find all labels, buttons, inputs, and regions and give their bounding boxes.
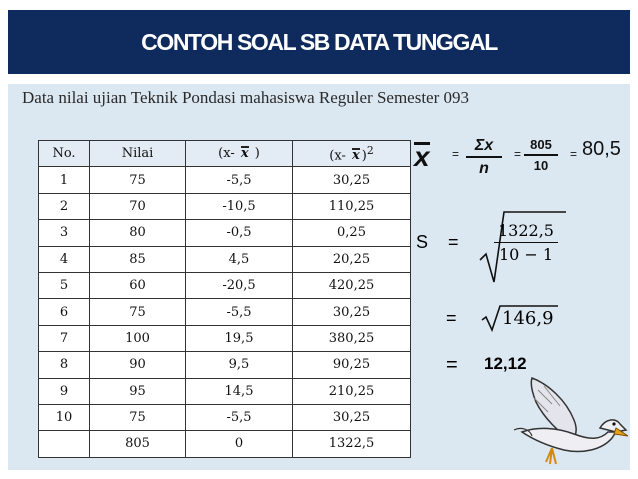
cell-no: 1 xyxy=(39,167,90,193)
cell-deviation: -0,5 xyxy=(186,220,293,246)
table-row xyxy=(39,325,411,351)
totals-row xyxy=(39,431,411,457)
mean-eq-2: = xyxy=(514,147,522,161)
cell-squared: 30,25 xyxy=(293,167,411,193)
cell-nilai: 80 xyxy=(90,220,186,246)
cell-nilai: 75 xyxy=(90,167,186,193)
mean-denominator: 10 xyxy=(533,158,549,173)
cell-nilai: 60 xyxy=(90,272,186,298)
cell-nilai: 75 xyxy=(90,299,186,325)
cell-deviation: 4,5 xyxy=(186,246,293,272)
table-row xyxy=(39,378,411,404)
table-row xyxy=(39,193,411,219)
sd-denominator: 10 − 1 xyxy=(498,245,554,264)
table-row xyxy=(39,272,411,298)
total-deviation: 0 xyxy=(186,431,293,457)
cell-squared: 30,25 xyxy=(293,404,411,430)
mean-symbol: x xyxy=(414,141,430,172)
cell-nilai: 95 xyxy=(90,378,186,404)
cell-no: 8 xyxy=(39,352,90,378)
sq-prefix: (x- xyxy=(329,148,346,164)
cell-squared: 110,25 xyxy=(293,193,411,219)
total-no xyxy=(39,431,90,457)
dev-suffix: ) xyxy=(254,146,260,162)
subtitle: Data nilai ujian Teknik Pondasi mahasiswa Reguler Semester 093 xyxy=(22,88,470,107)
cell-nilai: 70 xyxy=(90,193,186,219)
header-nilai: Nilai xyxy=(90,141,186,167)
dev-prefix: (x- xyxy=(218,146,235,162)
table-row xyxy=(39,352,411,378)
cell-no: 5 xyxy=(39,272,90,298)
sd-eq-1: = xyxy=(448,232,459,252)
cell-no: 3 xyxy=(39,220,90,246)
cell-deviation: -5,5 xyxy=(186,404,293,430)
cell-no: 9 xyxy=(39,378,90,404)
cell-deviation: -20,5 xyxy=(186,272,293,298)
sq-suffix: ) xyxy=(361,148,367,164)
sd-fraction xyxy=(494,220,558,267)
data-table xyxy=(38,140,411,458)
cell-nilai: 90 xyxy=(90,352,186,378)
total-nilai: 805 xyxy=(90,431,186,457)
cell-squared: 30,25 xyxy=(293,299,411,325)
table-row xyxy=(39,404,411,430)
cell-squared: 420,25 xyxy=(293,272,411,298)
sq-exponent: 2 xyxy=(366,144,374,158)
mean-fraction-values xyxy=(524,136,558,176)
mean-eq-3: = xyxy=(570,147,578,161)
cell-no: 6 xyxy=(39,299,90,325)
table-row xyxy=(39,167,411,193)
sum-x: Σx xyxy=(466,136,502,158)
sd-final-result: 12,12 xyxy=(484,354,527,373)
sd-eq-2: = xyxy=(446,308,457,328)
cell-deviation: -5,5 xyxy=(186,167,293,193)
sd-eq-3: = xyxy=(446,354,458,376)
cell-nilai: 85 xyxy=(90,246,186,272)
cell-nilai: 75 xyxy=(90,404,186,430)
sd-numerator: 1322,5 xyxy=(494,220,558,243)
header-squared-deviation xyxy=(293,141,411,167)
cell-no: 2 xyxy=(39,193,90,219)
mean-result: 80,5 xyxy=(582,138,621,160)
header-bar xyxy=(8,10,630,74)
cell-deviation: 14,5 xyxy=(186,378,293,404)
table-row xyxy=(39,220,411,246)
cell-deviation: -10,5 xyxy=(186,193,293,219)
total-squared: 1322,5 xyxy=(293,431,411,457)
cell-deviation: 19,5 xyxy=(186,325,293,351)
mean-numerator: 805 xyxy=(524,136,558,156)
n-symbol: n xyxy=(479,160,489,177)
cell-no: 4 xyxy=(39,246,90,272)
mean-fraction-sum xyxy=(466,136,502,180)
mean-eq-1: = xyxy=(452,147,460,161)
bird-illustration xyxy=(512,374,628,466)
xbar-symbol: x xyxy=(351,148,360,164)
table-row xyxy=(39,299,411,325)
cell-no: 7 xyxy=(39,325,90,351)
table-row xyxy=(39,246,411,272)
header-deviation xyxy=(186,141,293,167)
xbar-symbol: x xyxy=(240,146,249,162)
cell-squared: 0,25 xyxy=(293,220,411,246)
sd-sqrt-value: 146,9 xyxy=(502,308,554,329)
cell-nilai: 100 xyxy=(90,325,186,351)
table-header-row xyxy=(39,141,411,167)
cell-squared: 210,25 xyxy=(293,378,411,404)
cell-squared: 90,25 xyxy=(293,352,411,378)
cell-squared: 380,25 xyxy=(293,325,411,351)
page-title: CONTOH SOAL SB DATA TUNGGAL xyxy=(141,28,497,55)
cell-deviation: 9,5 xyxy=(186,352,293,378)
cell-deviation: -5,5 xyxy=(186,299,293,325)
content-panel xyxy=(8,84,630,470)
cell-squared: 20,25 xyxy=(293,246,411,272)
cell-no: 10 xyxy=(39,404,90,430)
header-no: No. xyxy=(39,141,90,167)
mean-formula xyxy=(410,132,628,188)
sd-label: S xyxy=(416,232,429,252)
